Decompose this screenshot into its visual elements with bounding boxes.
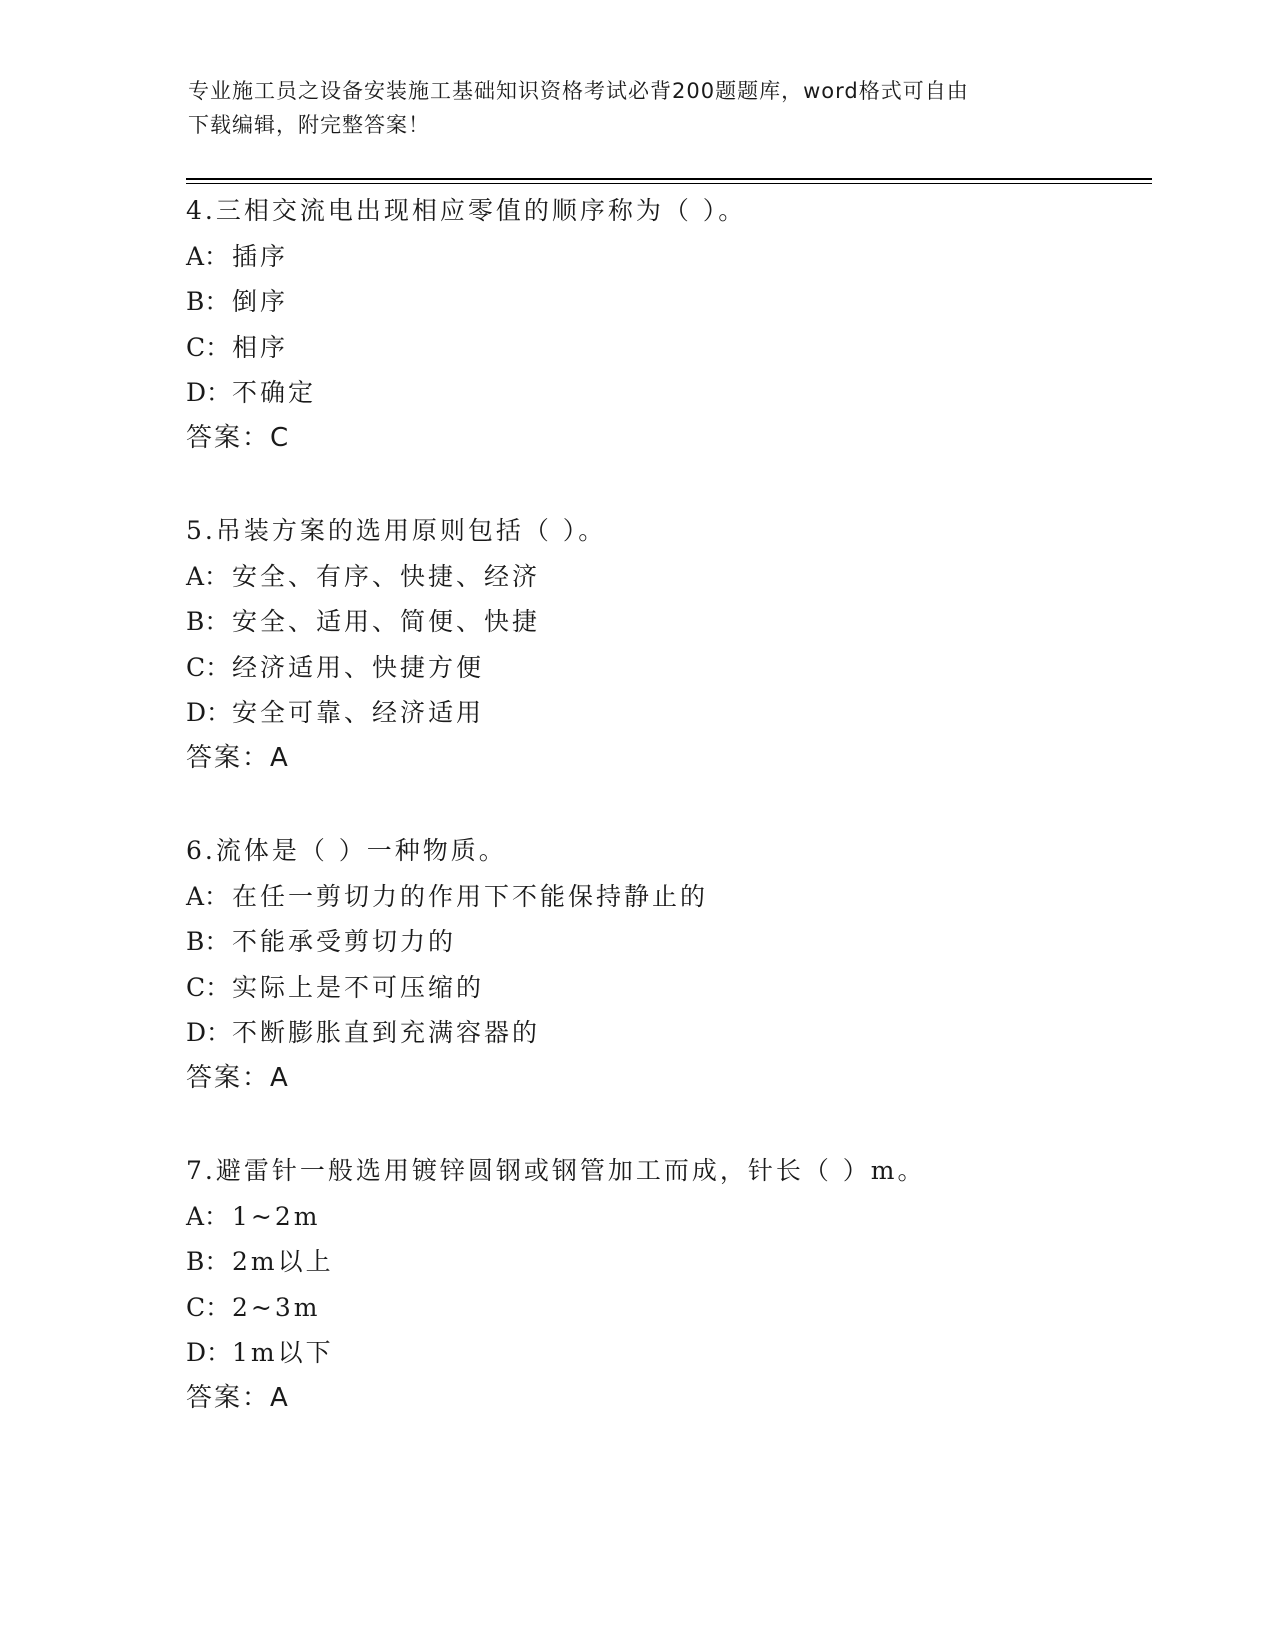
option-letter: C： bbox=[186, 652, 231, 682]
option-text: 2~3m bbox=[232, 1292, 321, 1322]
option-letter: C： bbox=[186, 332, 231, 362]
answer-label: 答案： bbox=[186, 422, 271, 453]
option-text: 倒序 bbox=[232, 287, 289, 316]
answer-label: 答案： bbox=[186, 1062, 271, 1093]
header-title-line-1: 专业施工员之设备安装施工基础知识资格考试必背200题题库，word格式可自由 bbox=[188, 79, 969, 103]
option-letter: C： bbox=[186, 972, 231, 1002]
answer-line bbox=[186, 1056, 1146, 1102]
header-divider-thick bbox=[186, 178, 1152, 180]
option-text: 安全可靠、经济适用 bbox=[232, 698, 485, 727]
option-text: 在任一剪切力的作用下不能保持静止的 bbox=[232, 881, 709, 911]
option-letter: A： bbox=[186, 881, 230, 911]
option-text: 插序 bbox=[232, 241, 289, 271]
answer-line bbox=[186, 416, 1146, 462]
answer-value: A bbox=[270, 742, 290, 773]
header-divider-thin bbox=[186, 183, 1152, 184]
option-text: 不断膨胀直到充满容器的 bbox=[232, 1018, 541, 1047]
option-letter: C： bbox=[186, 1292, 231, 1322]
option-text: 1~2m bbox=[232, 1201, 321, 1231]
option-b bbox=[186, 1239, 1146, 1285]
question-stem: 7.避雷针一般选用镀锌圆钢或钢管加工而成，针长（ ）m。 bbox=[186, 1156, 926, 1185]
option-text: 不能承受剪切力的 bbox=[232, 927, 457, 956]
option-letter: A： bbox=[186, 561, 230, 591]
question-7 bbox=[186, 1148, 1146, 1421]
document-header bbox=[188, 74, 1088, 142]
option-c bbox=[186, 325, 1146, 371]
option-d bbox=[186, 690, 1146, 736]
question-stem: 4.三相交流电出现相应零值的顺序称为（ ）。 bbox=[186, 196, 747, 225]
option-letter: B： bbox=[186, 607, 230, 636]
option-letter: B： bbox=[186, 1247, 230, 1276]
question-list bbox=[186, 188, 1146, 1468]
option-text: 实际上是不可压缩的 bbox=[232, 972, 485, 1002]
question-stem: 5.吊装方案的选用原则包括（ ）。 bbox=[186, 516, 607, 545]
option-letter: B： bbox=[186, 287, 230, 316]
answer-line bbox=[186, 1376, 1146, 1422]
answer-line bbox=[186, 736, 1146, 782]
answer-label: 答案： bbox=[186, 742, 271, 773]
question-6 bbox=[186, 828, 1146, 1101]
option-d bbox=[186, 370, 1146, 416]
option-letter: D： bbox=[186, 378, 232, 407]
option-letter: A： bbox=[186, 1201, 230, 1231]
option-d bbox=[186, 1330, 1146, 1376]
option-a bbox=[186, 554, 1146, 600]
option-c bbox=[186, 965, 1146, 1011]
option-text: 安全、适用、简便、快捷 bbox=[232, 607, 541, 636]
option-c bbox=[186, 645, 1146, 691]
answer-value: C bbox=[270, 422, 291, 453]
answer-value: A bbox=[270, 1062, 290, 1093]
option-a bbox=[186, 874, 1146, 920]
option-b bbox=[186, 599, 1146, 645]
question-4 bbox=[186, 188, 1146, 461]
header-title-line-2: 下载编辑，附完整答案！ bbox=[188, 113, 430, 137]
option-letter: D： bbox=[186, 698, 232, 727]
option-text: 经济适用、快捷方便 bbox=[232, 652, 485, 682]
option-text: 相序 bbox=[232, 332, 289, 362]
question-5 bbox=[186, 508, 1146, 781]
option-letter: B： bbox=[186, 927, 230, 956]
answer-value: A bbox=[270, 1382, 290, 1413]
option-c bbox=[186, 1285, 1146, 1331]
option-b bbox=[186, 919, 1146, 965]
option-text: 不确定 bbox=[232, 378, 317, 407]
option-text: 1m以下 bbox=[232, 1338, 334, 1367]
option-letter: D： bbox=[186, 1018, 232, 1047]
option-a bbox=[186, 1194, 1146, 1240]
option-a bbox=[186, 234, 1146, 280]
option-text: 2m以上 bbox=[232, 1247, 334, 1276]
option-text: 安全、有序、快捷、经济 bbox=[232, 561, 541, 591]
option-letter: A： bbox=[186, 241, 230, 271]
question-stem: 6.流体是（ ）一种物质。 bbox=[186, 836, 507, 865]
option-d bbox=[186, 1010, 1146, 1056]
option-b bbox=[186, 279, 1146, 325]
answer-label: 答案： bbox=[186, 1382, 271, 1413]
option-letter: D： bbox=[186, 1338, 232, 1367]
